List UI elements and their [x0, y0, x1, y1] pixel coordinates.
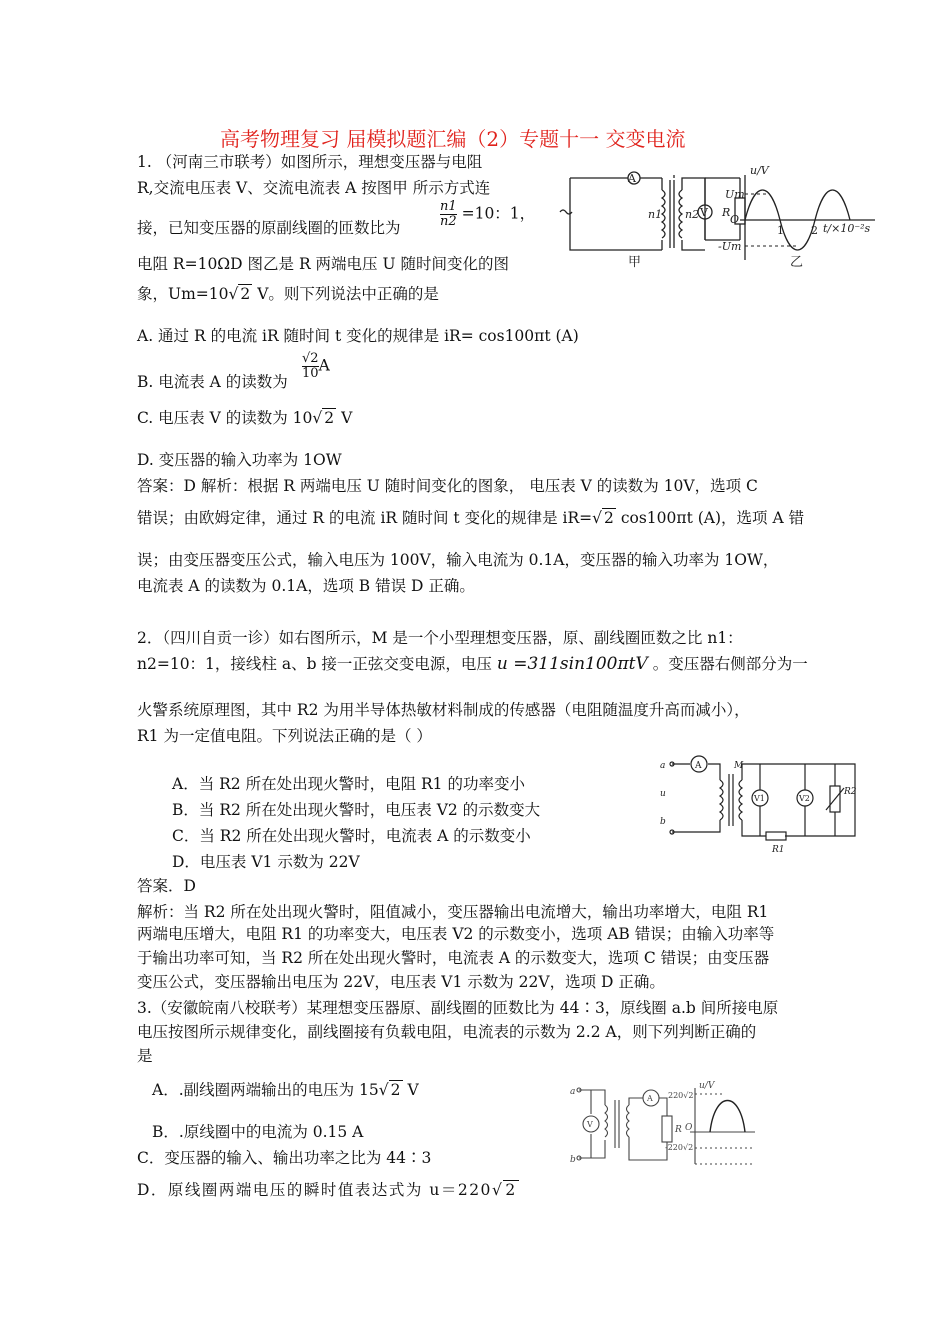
q3-line1: 3.（安徽皖南八校联考）某理想变压器原、副线圈的匝数比为 44∶3，原线圈 a.b 间所接电原 — [137, 999, 779, 1017]
sqrt-symbol: √ — [378, 1081, 389, 1099]
q2-option-b: B．当 R2 所在处出现火警时，电压表 V2 的示数变大 — [172, 801, 541, 819]
q3-fig-top: 220√2 — [668, 1091, 694, 1100]
q1-line5 — [137, 284, 439, 304]
q1-fig-jia: 甲 — [628, 255, 642, 270]
q1-fig-n1: n1 — [648, 208, 663, 221]
q3-option-d-text: D．原线圈两端电压的瞬时值表达式为 u＝220 — [137, 1181, 492, 1199]
q1-fig-V: V — [700, 206, 708, 219]
q1-circuit-figure — [540, 160, 880, 270]
q3-fig-bot: -220√2 — [665, 1143, 694, 1152]
q1-option-b-fraction — [302, 352, 330, 381]
q2-line2b: 。变压器右侧部分为一 — [652, 655, 808, 673]
q1-answer-line2a: 错误；由欧姆定律，通过 R 的电流 iR 随时间 t 变化的规律是 iR= — [137, 509, 593, 527]
sqrt-value: 2 — [324, 409, 335, 427]
q2-option-a: A．当 R2 所在处出现火警时，电阻 R1 的功率变小 — [172, 775, 525, 793]
sqrt-2 — [592, 508, 616, 528]
q3-option-b: B．.原线圈中的电流为 0.15 A — [152, 1123, 364, 1141]
q3-line2: 电压按图所示规律变化，副线圈接有负载电阻，电流表的示数为 2.2 A，则下列判断正确的 — [137, 1023, 757, 1041]
q3-fig-A: A — [647, 1094, 653, 1103]
q3-option-a-text: A．.副线圈两端输出的电压为 15 — [152, 1081, 379, 1099]
q1-fig-uv: u/V — [750, 164, 769, 177]
q1-ratio-n1: n1 — [440, 199, 457, 214]
q3-fig-uv: u/V — [699, 1081, 715, 1091]
q1-fig-A: A — [628, 172, 636, 185]
q1-fig-n2: n2 — [685, 208, 700, 221]
sqrt-value: 2 — [604, 509, 614, 527]
q1-frac — [302, 352, 319, 381]
q1-fig-yi: 乙 — [790, 255, 804, 270]
q1-option-c-unit: V — [341, 409, 353, 427]
q1-option-d: D. 变压器的输入功率为 1OW — [137, 451, 342, 469]
sqrt-2 — [312, 408, 336, 428]
q1-option-c — [137, 408, 352, 428]
q2-exp-line4: 变压公式，变压器输出电压为 22V，电压表 V1 示数为 22V，选项 D 正确。 — [137, 973, 665, 991]
sqrt-symbol: √ — [491, 1181, 504, 1199]
q3-fig-R: R — [675, 1125, 682, 1135]
q1-answer-line2b: cos100πt (A)，选项 A 错 — [620, 509, 805, 527]
q1-ratio-n2: n2 — [440, 214, 457, 229]
q1-option-b-unit: A — [318, 356, 330, 375]
sqrt-value: 2 — [505, 1181, 517, 1199]
q2-exp-line2: 两端电压增大，电阻 R1 的功率变大，电压表 V2 的示数变小，选项 AB 错误；由输入功率等 — [137, 925, 775, 943]
q2-line1: 2．（四川自贡一诊）如右图所示，M 是一个小型理想变压器，原、副线圈匝数之比 n1： — [137, 629, 743, 647]
q1-answer-line2 — [137, 508, 804, 528]
q3-option-a — [152, 1080, 419, 1100]
q2-line3: 火警系统原理图，其中 R2 为用半导体热敏材料制成的传感器（电阻随温度升高而减小）， — [137, 701, 750, 719]
q3-fig-o: O — [685, 1123, 693, 1133]
q1-line3 — [137, 218, 401, 238]
q2-line2 — [137, 654, 808, 674]
q1-frac-den: 10 — [302, 366, 319, 381]
sqrt-2 — [492, 1180, 519, 1200]
q1-line4: 电阻 R=10ΩD 图乙是 R 两端电压 U 随时间变化的图 — [137, 255, 509, 273]
sqrt-2 — [228, 284, 252, 304]
q1-answer-line3: 误；由变压器变压公式，输入电压为 100V，输入电流为 0.1A，变压器的输入功率为 1OW， — [137, 551, 779, 569]
q3-fig-a: a — [570, 1087, 576, 1097]
q3-option-c: C．变压器的输入、输出功率之比为 44∶3 — [137, 1149, 432, 1167]
q2-circuit-figure — [650, 744, 875, 856]
q2-option-d: D．电压表 V1 示数为 22V — [172, 853, 360, 871]
q2-fig-u: u — [660, 789, 666, 799]
q1-fig-2: 2 — [811, 224, 818, 237]
q1-option-c-text: C. 电压表 V 的读数为 10 — [137, 409, 313, 427]
sqrt-value: 2 — [240, 285, 251, 303]
q2-line2a: n2=10：1，接线柱 a、b 接一正弦交变电源，电压 — [137, 655, 492, 673]
q1-ratio — [440, 200, 535, 229]
q1-fig-o: O — [730, 213, 740, 226]
q2-exp-line3: 于输出功率可知，当 R2 所在处出现火警时，电流表 A 的示数变大，选项 C 错误；由变压器 — [137, 949, 770, 967]
q1-fig-t: t/×10⁻²s — [823, 222, 871, 235]
sqrt-symbol: √ — [228, 285, 239, 303]
q2-fig-R1: R1 — [772, 845, 785, 855]
q2-fig-V2: V2 — [799, 794, 810, 803]
q1-answer-line4: 电流表 A 的读数为 0.1A，选项 B 错误 D 正确。 — [137, 577, 475, 595]
sqrt-symbol: √ — [312, 409, 323, 427]
q1-line5a: 象，Um=10 — [137, 285, 229, 303]
q1-option-b — [137, 372, 288, 392]
q1-answer-line1: 答案：D 解析：根据 R 两端电压 U 随时间变化的图象， 电压表 V 的读数为 10V，选项 C — [137, 477, 758, 495]
q1-line5b: V。则下列说法中正确的是 — [257, 285, 439, 303]
q3-option-d — [137, 1180, 519, 1200]
page-title: 高考物理复习 届模拟题汇编（2）专题十一 交变电流 — [220, 127, 686, 151]
q2-fig-R2: R2 — [844, 787, 857, 797]
sqrt-2 — [379, 1080, 403, 1100]
q2-r1-symbol — [766, 832, 786, 840]
q1-line3-text: 接，已知变压器的原副线圈的匝数比为 — [137, 219, 401, 237]
q1-fig-1: 1 — [777, 224, 784, 237]
q2-fig-a: a — [660, 761, 666, 771]
q1-line2: R,交流电压表 V、交流电流表 A 按图甲 所示方式连 — [137, 179, 491, 197]
sqrt-symbol: √ — [592, 509, 603, 527]
q2-fig-M: M — [734, 761, 744, 771]
q2-answer: 答案．D — [137, 877, 196, 895]
q2-fig-b: b — [660, 817, 666, 827]
q1-ratio-fraction — [440, 200, 457, 229]
q1-ratio-value: =10：1， — [461, 204, 536, 223]
q3-fig-b: b — [570, 1155, 576, 1165]
q2-option-c: C．当 R2 所在处出现火警时，电流表 A 的示数变小 — [172, 827, 531, 845]
q2-line4: R1 为一定值电阻。下列说法正确的是（ ） — [137, 727, 432, 745]
q2-exp-line1: 解析：当 R2 所在处出现火警时，阻值减小，变压器输出电流增大，输出功率增大，电阻 R1 — [137, 903, 769, 921]
q3-fig-V: V — [587, 1120, 593, 1129]
q3-resistor-symbol — [662, 1116, 672, 1142]
q1-option-a: A. 通过 R 的电流 iR 随时间 t 变化的规律是 iR= cos100πt (A) — [137, 327, 579, 345]
q1-fig-R: R — [722, 206, 731, 219]
q3-line3: 是 — [137, 1047, 153, 1065]
q2-fig-V1: V1 — [754, 794, 765, 803]
q1-fig-neg-um: -Um — [718, 240, 742, 253]
q2-fig-A: A — [695, 761, 702, 771]
q1-line1: 1. （河南三市联考）如图所示，理想变压器与电阻 — [137, 153, 483, 171]
q2-formula: u =311sin100πtV — [496, 654, 648, 674]
q3-circuit-figure — [565, 1080, 765, 1170]
q1-fig-um: Um — [725, 188, 745, 201]
q3-option-a-unit: V — [407, 1081, 419, 1099]
sqrt-value: 2 — [390, 1081, 401, 1099]
q1-option-b-text: B. 电流表 A 的读数为 — [137, 373, 288, 391]
q1-frac-num: √2 — [302, 351, 319, 366]
